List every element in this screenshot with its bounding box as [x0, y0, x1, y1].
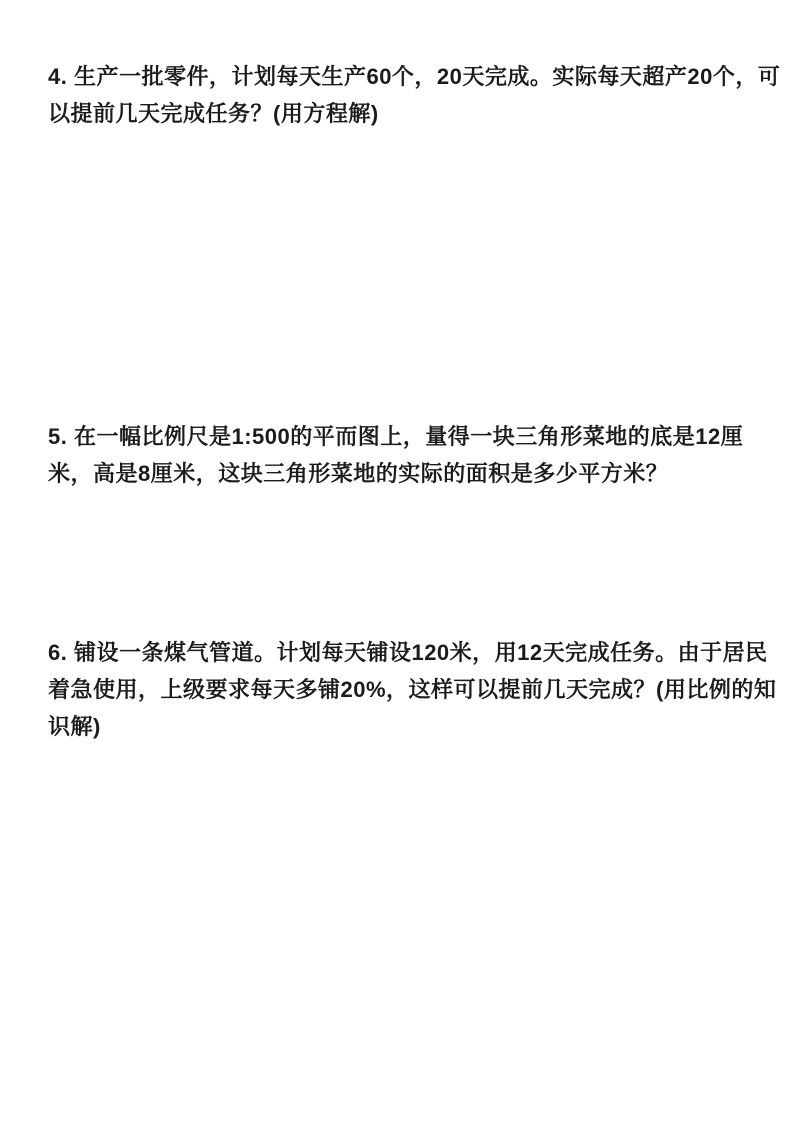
- answer-space-question-5: [48, 500, 748, 625]
- question-6-line-1: 6. 铺设一条煤气管道。计划每天铺设120米，用12天完成任务。由于居民: [48, 640, 768, 665]
- question-5-line-1: 5. 在一幅比例尺是1:500的平而图上，量得一块三角形菜地的底是12厘: [48, 424, 744, 449]
- question-6-line-2: 着急使用，上级要求每天多铺20%，这样可以提前几天完成？(用比例的知: [48, 677, 777, 702]
- question-5-line-2: 米，高是8厘米，这块三角形菜地的实际的面积是多少平方米？: [48, 461, 669, 486]
- question-6-line-3: 识解): [48, 714, 101, 739]
- question-5: [48, 418, 748, 492]
- answer-space-question-4: [48, 140, 748, 410]
- answer-space-question-6: [48, 760, 748, 1110]
- question-4: [48, 58, 781, 132]
- question-6: [48, 634, 777, 745]
- question-4-line-2: 以提前几天完成任务？(用方程解): [48, 101, 379, 126]
- question-4-line-1: 4. 生产一批零件，计划每天生产60个，20天完成。实际每天超产20个，可: [48, 64, 781, 89]
